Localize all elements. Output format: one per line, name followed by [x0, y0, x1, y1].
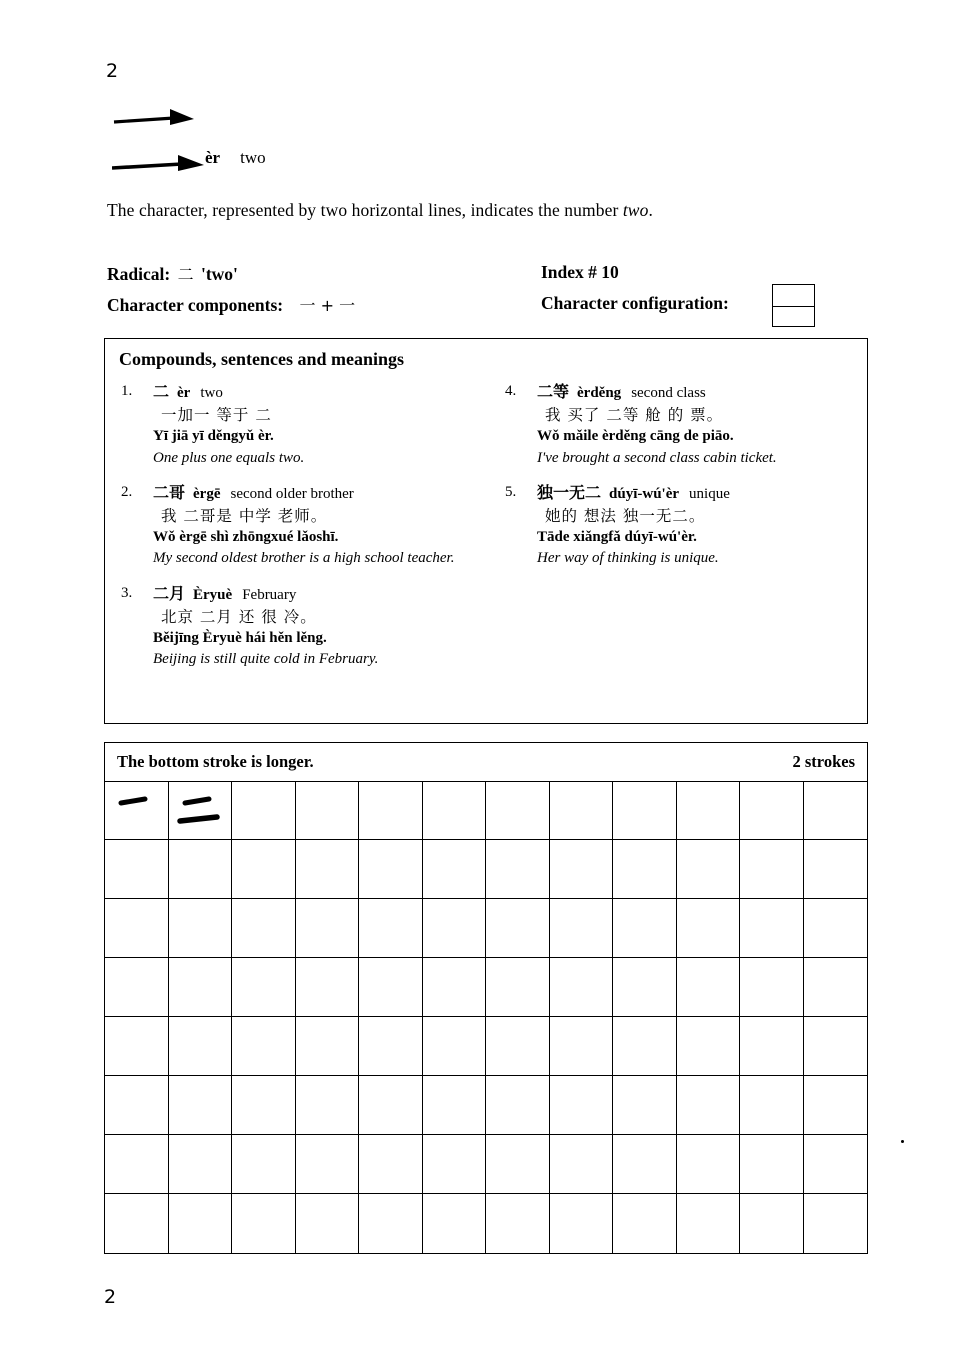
entry-gloss: two	[200, 385, 223, 401]
practice-cell[interactable]	[169, 1017, 233, 1076]
headword-meaning: two	[240, 148, 266, 167]
entry-headword-line	[537, 381, 873, 404]
practice-cell[interactable]	[740, 1076, 804, 1135]
practice-cell[interactable]	[613, 1135, 677, 1194]
practice-grid[interactable]	[105, 781, 867, 1253]
entry-sentence-chinese: 一加一 等于 二	[161, 406, 272, 425]
practice-cell[interactable]	[550, 840, 614, 899]
entry-sentence-chinese: 她的 想法 独一无二。	[545, 507, 706, 526]
meta-row-components	[107, 293, 855, 324]
practice-cell[interactable]	[169, 1135, 233, 1194]
character-metadata	[107, 262, 855, 332]
entry-pinyin: èrděng	[577, 385, 622, 401]
practice-cell[interactable]	[804, 958, 868, 1017]
practice-cell[interactable]	[359, 1017, 423, 1076]
practice-cell[interactable]	[613, 1017, 677, 1076]
practice-cell[interactable]	[550, 1017, 614, 1076]
practice-cell[interactable]	[677, 1194, 741, 1253]
practice-cell[interactable]	[105, 840, 169, 899]
practice-cell[interactable]	[359, 781, 423, 840]
practice-cell[interactable]	[677, 899, 741, 958]
practice-cell[interactable]	[359, 1076, 423, 1135]
entry-headword: 二月	[153, 583, 186, 603]
practice-cell[interactable]	[232, 1135, 296, 1194]
practice-cell[interactable]	[359, 958, 423, 1017]
entry-number: 1.	[121, 383, 133, 399]
entry-headword: 二	[153, 382, 170, 401]
entry-sentence-pinyin: Wǒ mǎile èrděng cāng de piāo.	[537, 428, 734, 445]
practice-header	[105, 743, 867, 782]
headword-pinyin: èr	[205, 148, 221, 167]
practice-cell[interactable]	[105, 1135, 169, 1194]
practice-cell[interactable]	[169, 1194, 233, 1253]
character-description	[107, 200, 653, 221]
entry-headword-line	[153, 482, 489, 505]
entry-pinyin: èrgē	[193, 485, 221, 502]
compounds-column-right	[501, 381, 873, 583]
practice-cell[interactable]	[740, 958, 804, 1017]
headword-reading	[205, 148, 266, 168]
practice-cell[interactable]	[359, 1194, 423, 1253]
practice-cell[interactable]	[423, 1194, 487, 1253]
practice-cell[interactable]	[613, 781, 677, 840]
practice-cell[interactable]	[486, 1076, 550, 1135]
entry-sentence-pinyin: Wǒ èrgē shì zhōngxué lǎoshī.	[153, 529, 339, 546]
practice-cell[interactable]	[423, 840, 487, 899]
practice-cell[interactable]	[486, 781, 550, 840]
practice-cell[interactable]	[550, 1194, 614, 1253]
practice-cell[interactable]	[677, 781, 741, 840]
practice-cell[interactable]	[296, 1017, 360, 1076]
entry-number: 5.	[505, 483, 517, 500]
practice-cell[interactable]	[232, 899, 296, 958]
practice-cell[interactable]	[296, 958, 360, 1017]
practice-cell[interactable]	[804, 840, 868, 899]
practice-cell[interactable]	[740, 781, 804, 840]
practice-cell[interactable]	[296, 781, 360, 840]
entry-number: 4.	[505, 383, 517, 399]
entry-sentence-pinyin: Běijīng Èryuè hái hěn lěng.	[153, 630, 327, 647]
entry-sentence-english: Her way of thinking is unique.	[537, 550, 719, 567]
practice-cell[interactable]	[169, 840, 233, 899]
stroke-count-label: 2 strokes	[792, 752, 855, 771]
entry-gloss: second older brother	[230, 485, 354, 502]
practice-cell[interactable]	[232, 781, 296, 840]
practice-cell[interactable]	[486, 1194, 550, 1253]
practice-cell[interactable]	[486, 1135, 550, 1194]
entry-headword: 二等	[537, 382, 570, 401]
character-configuration-label: Character configuration:	[541, 293, 729, 313]
entry-sentence-pinyin: Yī jiā yī děngyǔ èr.	[153, 428, 274, 445]
practice-cell[interactable]	[740, 899, 804, 958]
compounds-column-left	[117, 381, 489, 684]
practice-cell[interactable]	[804, 781, 868, 840]
practice-cell[interactable]	[550, 781, 614, 840]
practice-cell[interactable]	[423, 781, 487, 840]
practice-cell[interactable]	[105, 1076, 169, 1135]
practice-cell[interactable]	[423, 1135, 487, 1194]
practice-cell[interactable]	[486, 899, 550, 958]
entry-headword-line	[153, 381, 489, 404]
practice-cell[interactable]	[613, 899, 677, 958]
practice-cell[interactable]	[550, 958, 614, 1017]
practice-cell[interactable]	[232, 1194, 296, 1253]
radical-label: Radical:	[107, 264, 171, 284]
page-number-bottom: 2	[104, 1286, 117, 1308]
entry-sentence-english: Beijing is still quite cold in February.	[153, 651, 379, 668]
configuration-divider	[773, 306, 814, 307]
practice-cell[interactable]	[296, 1194, 360, 1253]
entry-pinyin: Èryuè	[193, 586, 233, 603]
entry-sentence-chinese: 我 二哥是 中学 老师。	[161, 507, 328, 526]
practice-cell[interactable]	[359, 840, 423, 899]
practice-cell[interactable]	[169, 899, 233, 958]
entry-sentence-pinyin: Tāde xiǎngfǎ dúyī-wú'èr.	[537, 529, 697, 546]
practice-cell[interactable]	[804, 899, 868, 958]
practice-cell[interactable]	[613, 1076, 677, 1135]
practice-cell[interactable]	[804, 1135, 868, 1194]
entry-headword-line	[153, 583, 489, 606]
practice-cell[interactable]	[613, 958, 677, 1017]
practice-cell[interactable]	[486, 840, 550, 899]
compound-entry	[501, 381, 873, 469]
practice-cell[interactable]	[550, 899, 614, 958]
practice-cell[interactable]	[296, 840, 360, 899]
practice-box	[104, 742, 868, 1254]
practice-hint: The bottom stroke is longer.	[117, 752, 314, 771]
character-components	[107, 293, 355, 316]
practice-cell[interactable]	[232, 840, 296, 899]
entry-number: 3.	[121, 584, 133, 601]
compound-entry	[501, 482, 873, 570]
radical-glyph: 二	[177, 265, 194, 284]
entry-sentence-english: I've brought a second class cabin ticket.	[537, 449, 777, 466]
practice-cell[interactable]	[423, 1017, 487, 1076]
practice-cell[interactable]	[105, 1194, 169, 1253]
entry-sentence-chinese: 我 买了 二等 舱 的 票。	[545, 406, 724, 425]
practice-cell[interactable]	[486, 958, 550, 1017]
entry-gloss: second class	[631, 385, 706, 401]
practice-cell[interactable]	[804, 1194, 868, 1253]
practice-cell[interactable]	[105, 1017, 169, 1076]
practice-cell[interactable]	[677, 840, 741, 899]
entry-sentence-chinese: 北京 二月 还 很 冷。	[161, 608, 317, 627]
practice-cell-example[interactable]	[105, 781, 169, 840]
radical-meaning: 'two'	[200, 264, 238, 284]
practice-cell[interactable]	[804, 1017, 868, 1076]
components-value: 一 + 一	[299, 296, 356, 315]
components-label: Character components:	[107, 295, 284, 315]
practice-cell[interactable]	[232, 1076, 296, 1135]
practice-cell[interactable]	[169, 1076, 233, 1135]
practice-cell[interactable]	[550, 1076, 614, 1135]
practice-cell[interactable]	[169, 958, 233, 1017]
practice-cell[interactable]	[105, 899, 169, 958]
entry-pinyin: dúyī-wú'èr	[609, 485, 680, 502]
radical-info	[107, 262, 238, 285]
practice-cell[interactable]	[296, 899, 360, 958]
practice-cell[interactable]	[423, 1076, 487, 1135]
practice-cell[interactable]	[232, 958, 296, 1017]
practice-cell[interactable]	[359, 899, 423, 958]
practice-cell[interactable]	[359, 1135, 423, 1194]
practice-cell[interactable]	[296, 1076, 360, 1135]
compound-entry	[117, 583, 489, 671]
practice-cell[interactable]	[423, 899, 487, 958]
practice-cell[interactable]	[740, 1017, 804, 1076]
practice-cell[interactable]	[296, 1135, 360, 1194]
margin-speck	[901, 1140, 904, 1143]
entry-pinyin: èr	[177, 385, 191, 401]
practice-cell[interactable]	[740, 1135, 804, 1194]
entry-gloss: February	[242, 586, 297, 603]
character-configuration-box	[772, 284, 815, 327]
practice-cell[interactable]	[677, 1076, 741, 1135]
entry-number: 2.	[121, 483, 133, 500]
compound-entry	[117, 381, 489, 469]
practice-cell[interactable]	[740, 1194, 804, 1253]
practice-cell[interactable]	[550, 1135, 614, 1194]
character-number-top: 2	[106, 60, 119, 82]
practice-cell[interactable]	[613, 840, 677, 899]
practice-cell[interactable]	[740, 840, 804, 899]
practice-cell[interactable]	[486, 1017, 550, 1076]
description-text: The character, represented by two horizontal lines, indicates the number	[107, 200, 623, 220]
entry-sentence-english: One plus one equals two.	[153, 449, 305, 466]
entry-sentence-english: My second oldest brother is a high school teacher.	[153, 550, 455, 567]
entry-gloss: unique	[689, 485, 730, 502]
entry-headword: 二哥	[153, 482, 186, 502]
practice-cell[interactable]	[677, 958, 741, 1017]
compounds-columns	[105, 381, 867, 721]
practice-cell[interactable]	[804, 1076, 868, 1135]
entry-headword: 独一无二	[537, 482, 602, 502]
entry-headword-line	[537, 482, 873, 505]
description-period: .	[648, 200, 653, 220]
compounds-title: Compounds, sentences and meanings	[119, 349, 405, 369]
practice-cell[interactable]	[423, 958, 487, 1017]
practice-cell-example[interactable]	[169, 781, 233, 840]
compounds-box	[104, 338, 868, 724]
practice-cell[interactable]	[677, 1135, 741, 1194]
practice-cell[interactable]	[613, 1194, 677, 1253]
index-number: Index # 10	[541, 262, 619, 282]
meta-row-radical	[107, 262, 855, 293]
description-emphasis: two	[622, 200, 649, 220]
practice-cell[interactable]	[232, 1017, 296, 1076]
practice-cell[interactable]	[105, 958, 169, 1017]
practice-cell[interactable]	[677, 1017, 741, 1076]
compound-entry	[117, 482, 489, 570]
